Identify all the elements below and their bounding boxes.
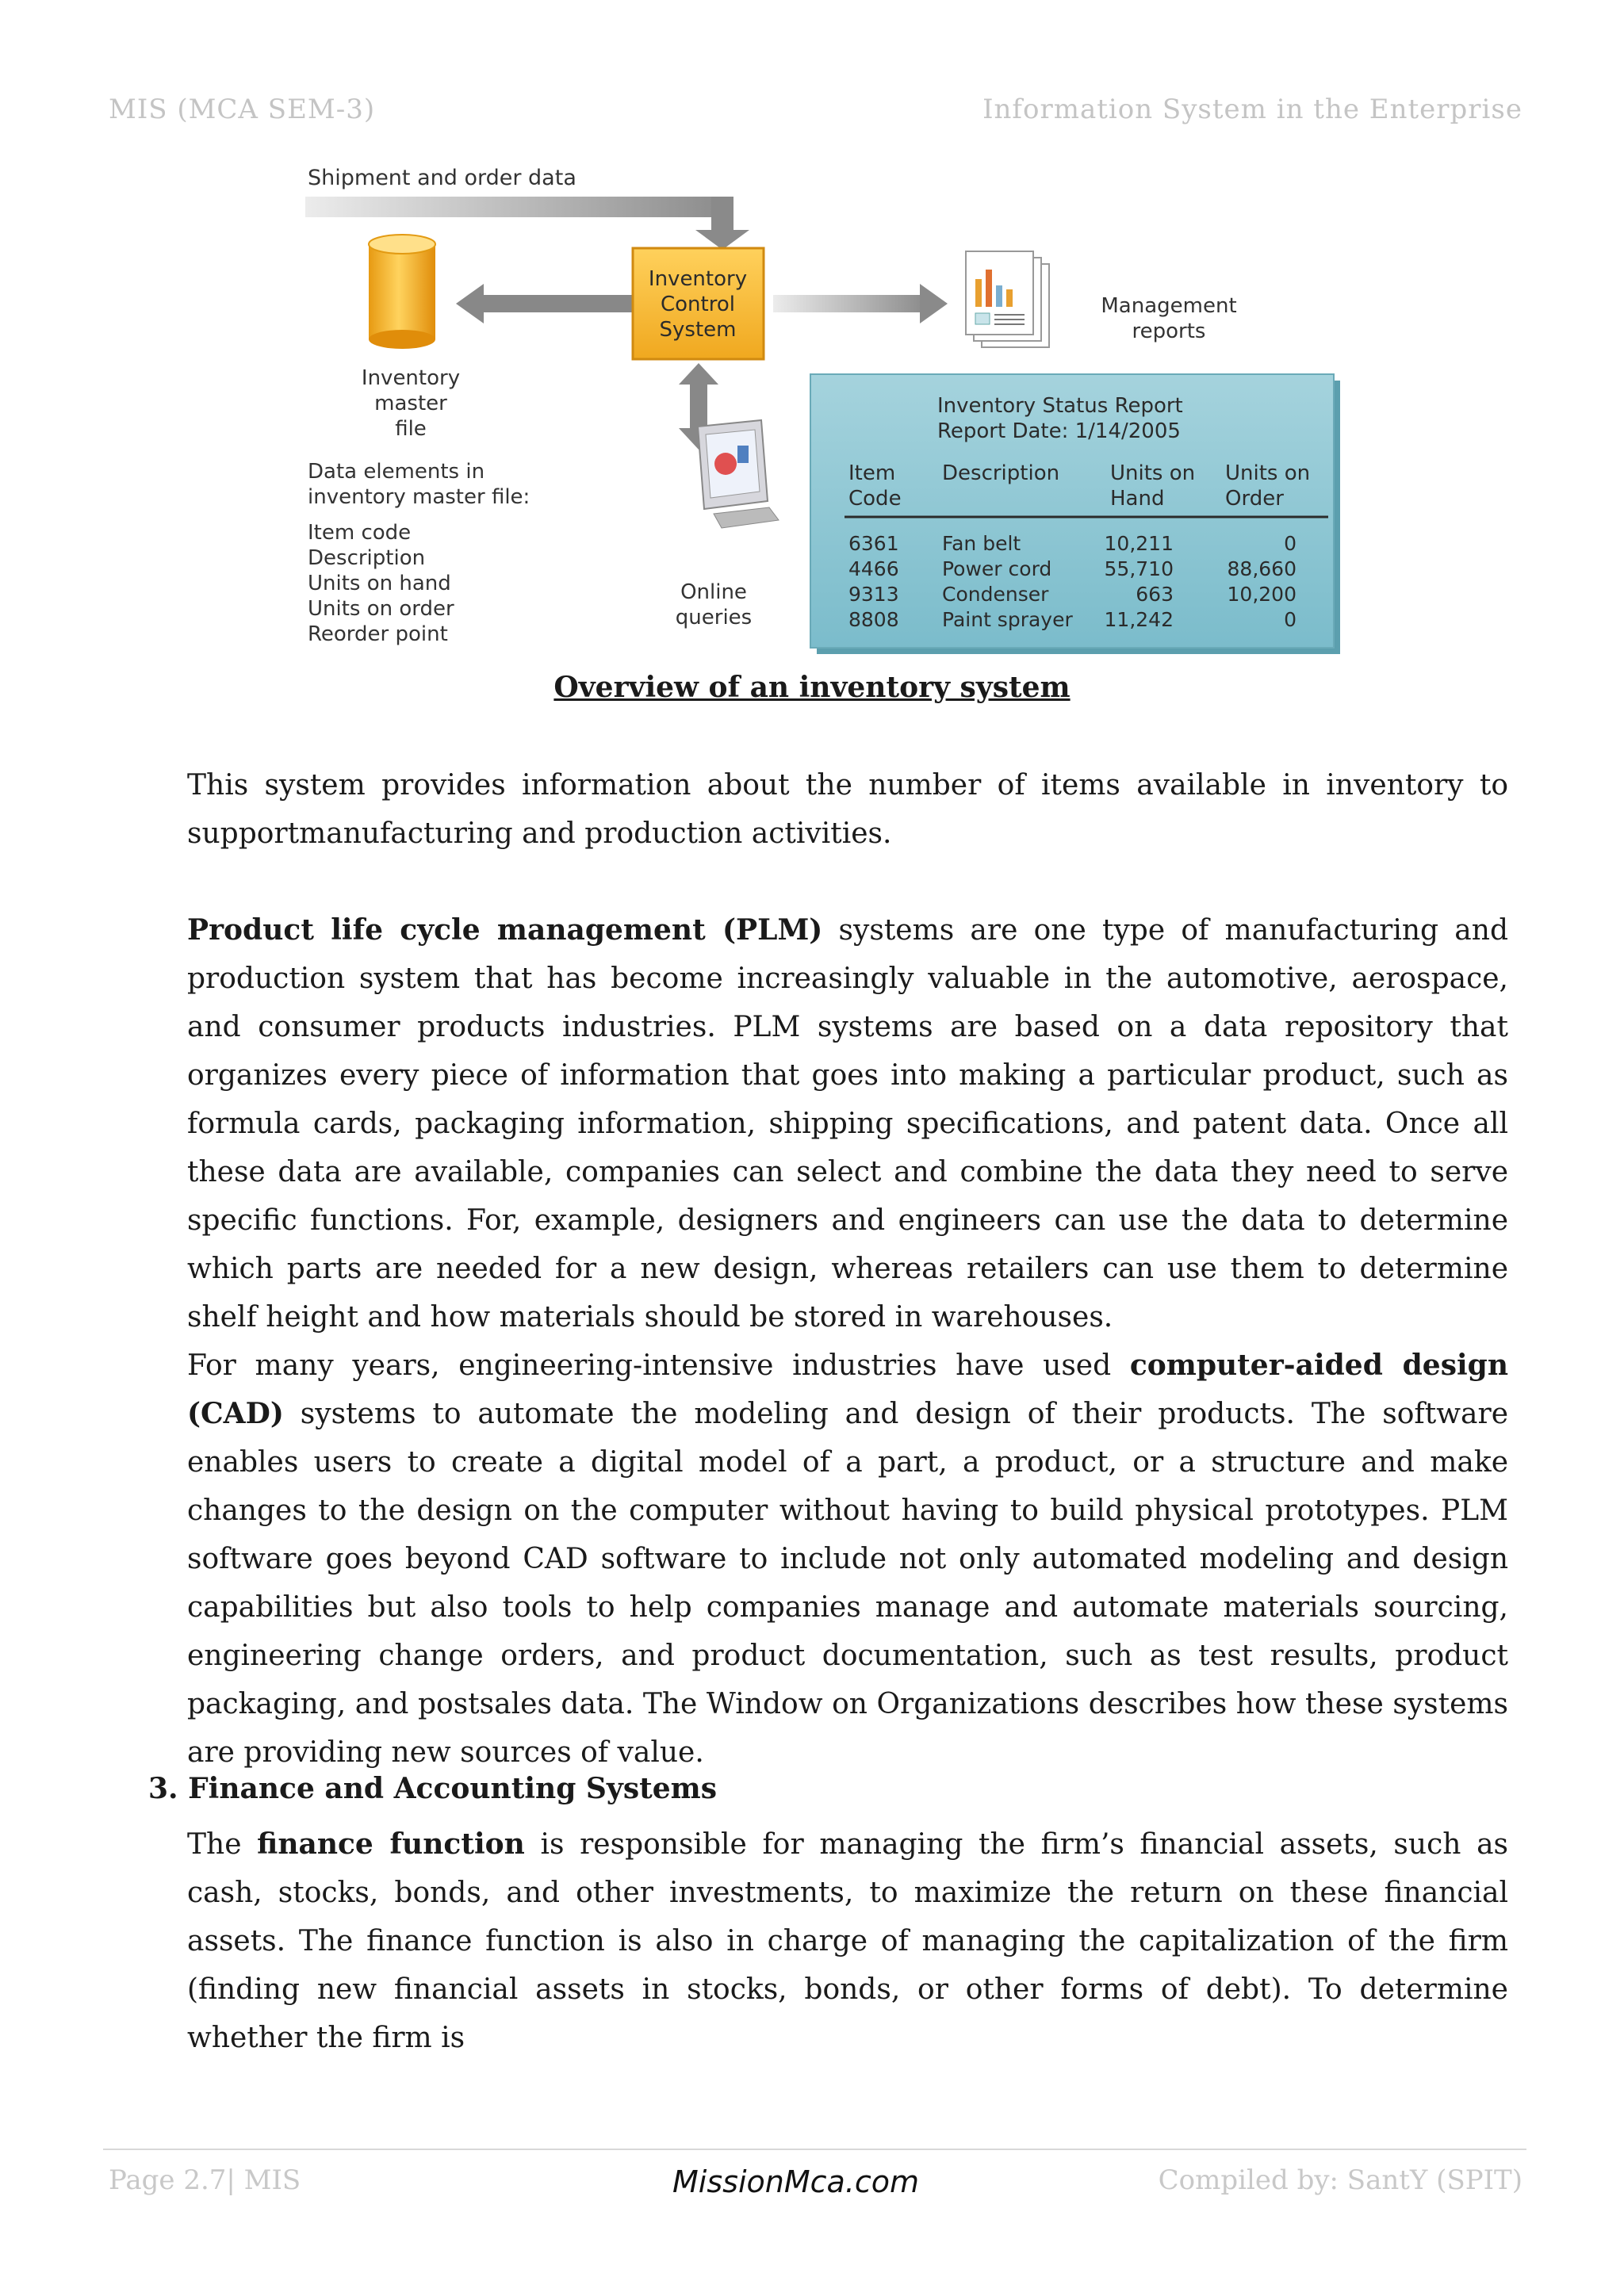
mgmt-arrow-shaft — [773, 295, 928, 312]
figure-caption: Overview of an inventory system — [553, 671, 1071, 704]
ics-line2: Control — [661, 293, 735, 316]
element-item: Units on hand — [308, 572, 451, 595]
footer-divider — [103, 2149, 1526, 2150]
master-line2: master — [374, 392, 447, 415]
management-reports-icon — [966, 251, 1049, 347]
master-ics-double-arrow — [456, 284, 662, 323]
plm-paragraph — [187, 906, 1508, 1341]
mgmt-arrow-head — [920, 284, 948, 323]
svg-text:663: 663 — [1136, 583, 1174, 606]
svg-text:9313: 9313 — [848, 583, 899, 606]
intro-text: This system provides information about the number of items available in inventory to supportmanufacturing and production activities. — [187, 769, 1508, 850]
finance-term: finance function — [257, 1827, 525, 1861]
col-hand-1: Units on — [1110, 461, 1196, 485]
shipment-arrow-down — [711, 197, 733, 232]
mgmt-line2: reports — [1132, 320, 1206, 343]
shipment-arrow-head — [695, 230, 749, 250]
database-cylinder-icon — [369, 235, 435, 349]
svg-text:4466: 4466 — [848, 557, 899, 580]
footer-compiled-by: Compiled by: SantY (SPIT) — [1158, 2164, 1522, 2196]
svg-text:Fan belt: Fan belt — [942, 532, 1021, 555]
footer-logo: MissionMca.com — [672, 2164, 920, 2199]
online-line1: Online — [680, 580, 747, 604]
section-heading: 3. Finance and Accounting Systems — [148, 1772, 717, 1805]
finance-before: The — [187, 1828, 258, 1861]
col-order-2: Order — [1225, 487, 1284, 511]
col-order-1: Units on — [1225, 461, 1311, 485]
col-item-2: Code — [848, 487, 902, 511]
plm-text: systems are one type of manufacturing and production system that has become increasingly valuable in the automotive, aerospace, and consumer products industries. PLM systems are based on a data repository that organizes every piece of information that goes into making a particular product, such as formula cards, packaging information, shipping specifications, and patent data. Once all these data are available, companies can select and combine the data they need to serve specific functions. For, example, designers and engineers can use the data to determine which parts are needed for a new design, whereas retailers can use them to determine shelf height and how materials should be stored in warehouses. — [187, 914, 1508, 1334]
cad-before: For many years, engineering-intensive industries have used — [187, 1349, 1130, 1382]
finance-after: is responsible for managing the firm’s financial assets, such as cash, stocks, bonds, and other investments, to maximize the return on these financial assets. The finance function is also in charge of managing the capitalization of the firm (finding new financial assets in stocks, bonds, or other forms of debt). To determine whether the firm is — [187, 1828, 1509, 2054]
element-item: Description — [308, 546, 426, 570]
svg-text:0: 0 — [1284, 532, 1297, 555]
elements-title2: inventory master file: — [308, 485, 530, 509]
finance-paragraph — [187, 1820, 1508, 2062]
svg-text:88,660: 88,660 — [1227, 557, 1297, 580]
shipment-arrow-shaft — [305, 197, 733, 217]
element-item: Units on order — [308, 597, 454, 621]
svg-text:0: 0 — [1284, 608, 1297, 631]
master-line3: file — [395, 417, 427, 441]
header-right: Information System in the Enterprise — [982, 94, 1522, 125]
inventory-system-diagram — [293, 159, 1356, 662]
svg-text:10,211: 10,211 — [1104, 532, 1174, 555]
svg-text:Power cord: Power cord — [942, 557, 1052, 580]
ics-line1: Inventory — [648, 267, 748, 291]
footer-page-number: Page 2.7| MIS — [109, 2164, 301, 2196]
intro-paragraph — [187, 761, 1508, 858]
element-item: Reorder point — [308, 622, 448, 646]
svg-text:Paint sprayer: Paint sprayer — [942, 608, 1073, 631]
col-hand-2: Hand — [1110, 487, 1165, 511]
ics-line3: System — [659, 318, 737, 342]
cad-paragraph — [187, 1341, 1508, 1777]
elements-title1: Data elements in — [308, 460, 485, 484]
report-title: Inventory Status Report — [937, 394, 1183, 418]
svg-text:Condenser: Condenser — [942, 583, 1049, 606]
plm-section — [187, 906, 1508, 1777]
svg-text:6361: 6361 — [848, 532, 899, 555]
header-left: MIS (MCA SEM-3) — [109, 94, 376, 125]
mgmt-line1: Management — [1101, 294, 1237, 318]
cad-term: computer-aided design (CAD) — [187, 1349, 1508, 1430]
col-desc: Description — [942, 461, 1060, 485]
cad-after: systems to automate the modeling and design of their products. The software enables users to create a digital model of a part, a product, or a structure and make changes to the design on the computer without having to build physical prototypes. PLM software goes beyond CAD software to include not only automated modeling and design capabilities but also tools to help companies manage and automate materials sourcing, engineering change orders, and product documentation, such as test results, product packaging, and postsales data. The Window on Organizations describes how these systems are providing new sources of value. — [187, 1398, 1508, 1769]
svg-text:10,200: 10,200 — [1227, 583, 1297, 606]
finance-section — [187, 1820, 1508, 2062]
element-item: Item code — [308, 521, 412, 545]
col-item-1: Item — [848, 461, 896, 485]
plm-term: Product life cycle management (PLM) — [187, 913, 823, 947]
svg-text:55,710: 55,710 — [1104, 557, 1174, 580]
report-date: Report Date: 1/14/2005 — [937, 419, 1181, 443]
master-line1: Inventory — [361, 366, 461, 390]
shipment-label: Shipment and order data — [308, 166, 576, 190]
svg-text:11,242: 11,242 — [1104, 608, 1174, 631]
online-line2: queries — [675, 606, 753, 629]
svg-text:8808: 8808 — [848, 608, 899, 631]
inventory-status-report — [810, 374, 1340, 654]
online-terminal-icon — [698, 420, 779, 528]
